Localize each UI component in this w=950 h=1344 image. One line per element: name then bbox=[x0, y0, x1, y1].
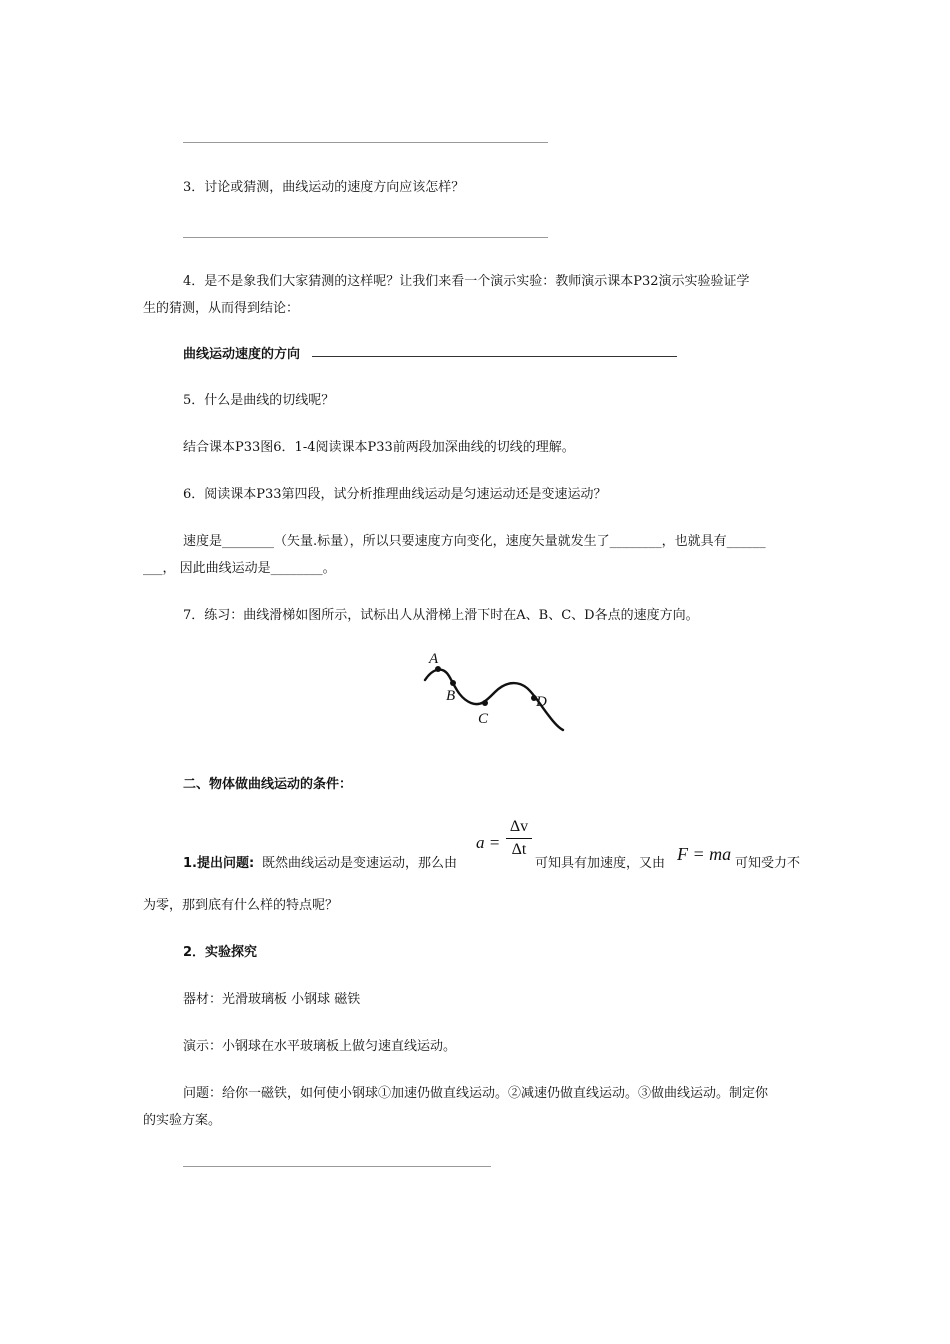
conclusion-blank bbox=[312, 356, 677, 357]
label-a: A bbox=[429, 651, 439, 667]
question-6-fill-line1: 速度是________（矢量.标量），所以只要速度方向变化，速度矢量就发生了________，也就具有______ bbox=[183, 534, 766, 549]
question-line2: 的实验方案。 bbox=[143, 1113, 222, 1128]
conclusion-label: 曲线运动速度的方向 bbox=[183, 347, 301, 362]
question-4-line2: 生的猜测，从而得到结论： bbox=[143, 301, 300, 316]
problem-1-line2: 为零，那到底有什么样的特点呢？ bbox=[143, 898, 339, 913]
question-5: 5．什么是曲线的切线呢？ bbox=[183, 393, 335, 408]
demo: 演示：小钢球在水平玻璃板上做匀速直线运动。 bbox=[183, 1039, 457, 1054]
point-b bbox=[450, 680, 456, 686]
equipment: 器材：光滑玻璃板 小钢球 磁铁 bbox=[183, 992, 361, 1007]
label-c: C bbox=[478, 711, 489, 727]
formula-a-denominator: Δt bbox=[511, 841, 527, 858]
problem-1-text-a: 既然曲线运动是变速运动，那么由 bbox=[262, 856, 458, 871]
question-7: 7．练习：曲线滑梯如图所示，试标出人从滑梯上滑下时在A、B、C、D各点的速度方向。 bbox=[183, 608, 699, 623]
question-4-line1: 4．是不是象我们大家猜测的这样呢？让我们来看一个演示实验：教师演示课本P32演示实验验证学 bbox=[183, 274, 750, 289]
formula-a-left: a = bbox=[476, 833, 501, 852]
question-line1: 问题：给你一磁铁，如何使小钢球①加速仍做直线运动。②减速仍做直线运动。③做曲线运动。制定你 bbox=[183, 1086, 769, 1101]
point-c bbox=[482, 700, 488, 706]
problem-1-text-c: 可知受力不 bbox=[735, 856, 801, 871]
label-d: D bbox=[536, 694, 547, 710]
fraction-bar bbox=[506, 838, 532, 839]
question-3: 3．讨论或猜测，曲线运动的速度方向应该怎样？ bbox=[183, 180, 465, 195]
question-6-fill-line2: ___， 因此曲线运动是________。 bbox=[143, 561, 336, 576]
answer-line-1 bbox=[183, 142, 548, 143]
slide-curve-figure bbox=[415, 648, 575, 743]
answer-line-2 bbox=[183, 237, 548, 238]
formula-a-numerator: Δv bbox=[509, 818, 529, 835]
problem-1-text-b: 可知具有加速度，又由 bbox=[535, 856, 666, 871]
label-b: B bbox=[446, 688, 456, 704]
problem-1-label: 1.提出问题: bbox=[183, 856, 255, 871]
formula-a-fraction bbox=[506, 818, 532, 859]
part-2-heading: 二、物体做曲线运动的条件： bbox=[183, 777, 353, 792]
answer-line-3 bbox=[183, 1166, 491, 1167]
question-6: 6．阅读课本P33第四段，试分析推理曲线运动是匀速运动还是变速运动？ bbox=[183, 487, 607, 502]
formula-f: F = ma bbox=[677, 844, 732, 864]
question-5-note: 结合课本P33图6．1-4阅读课本P33前两段加深曲线的切线的理解。 bbox=[183, 440, 575, 455]
problem-2-heading: 2．实验探究 bbox=[183, 945, 258, 960]
